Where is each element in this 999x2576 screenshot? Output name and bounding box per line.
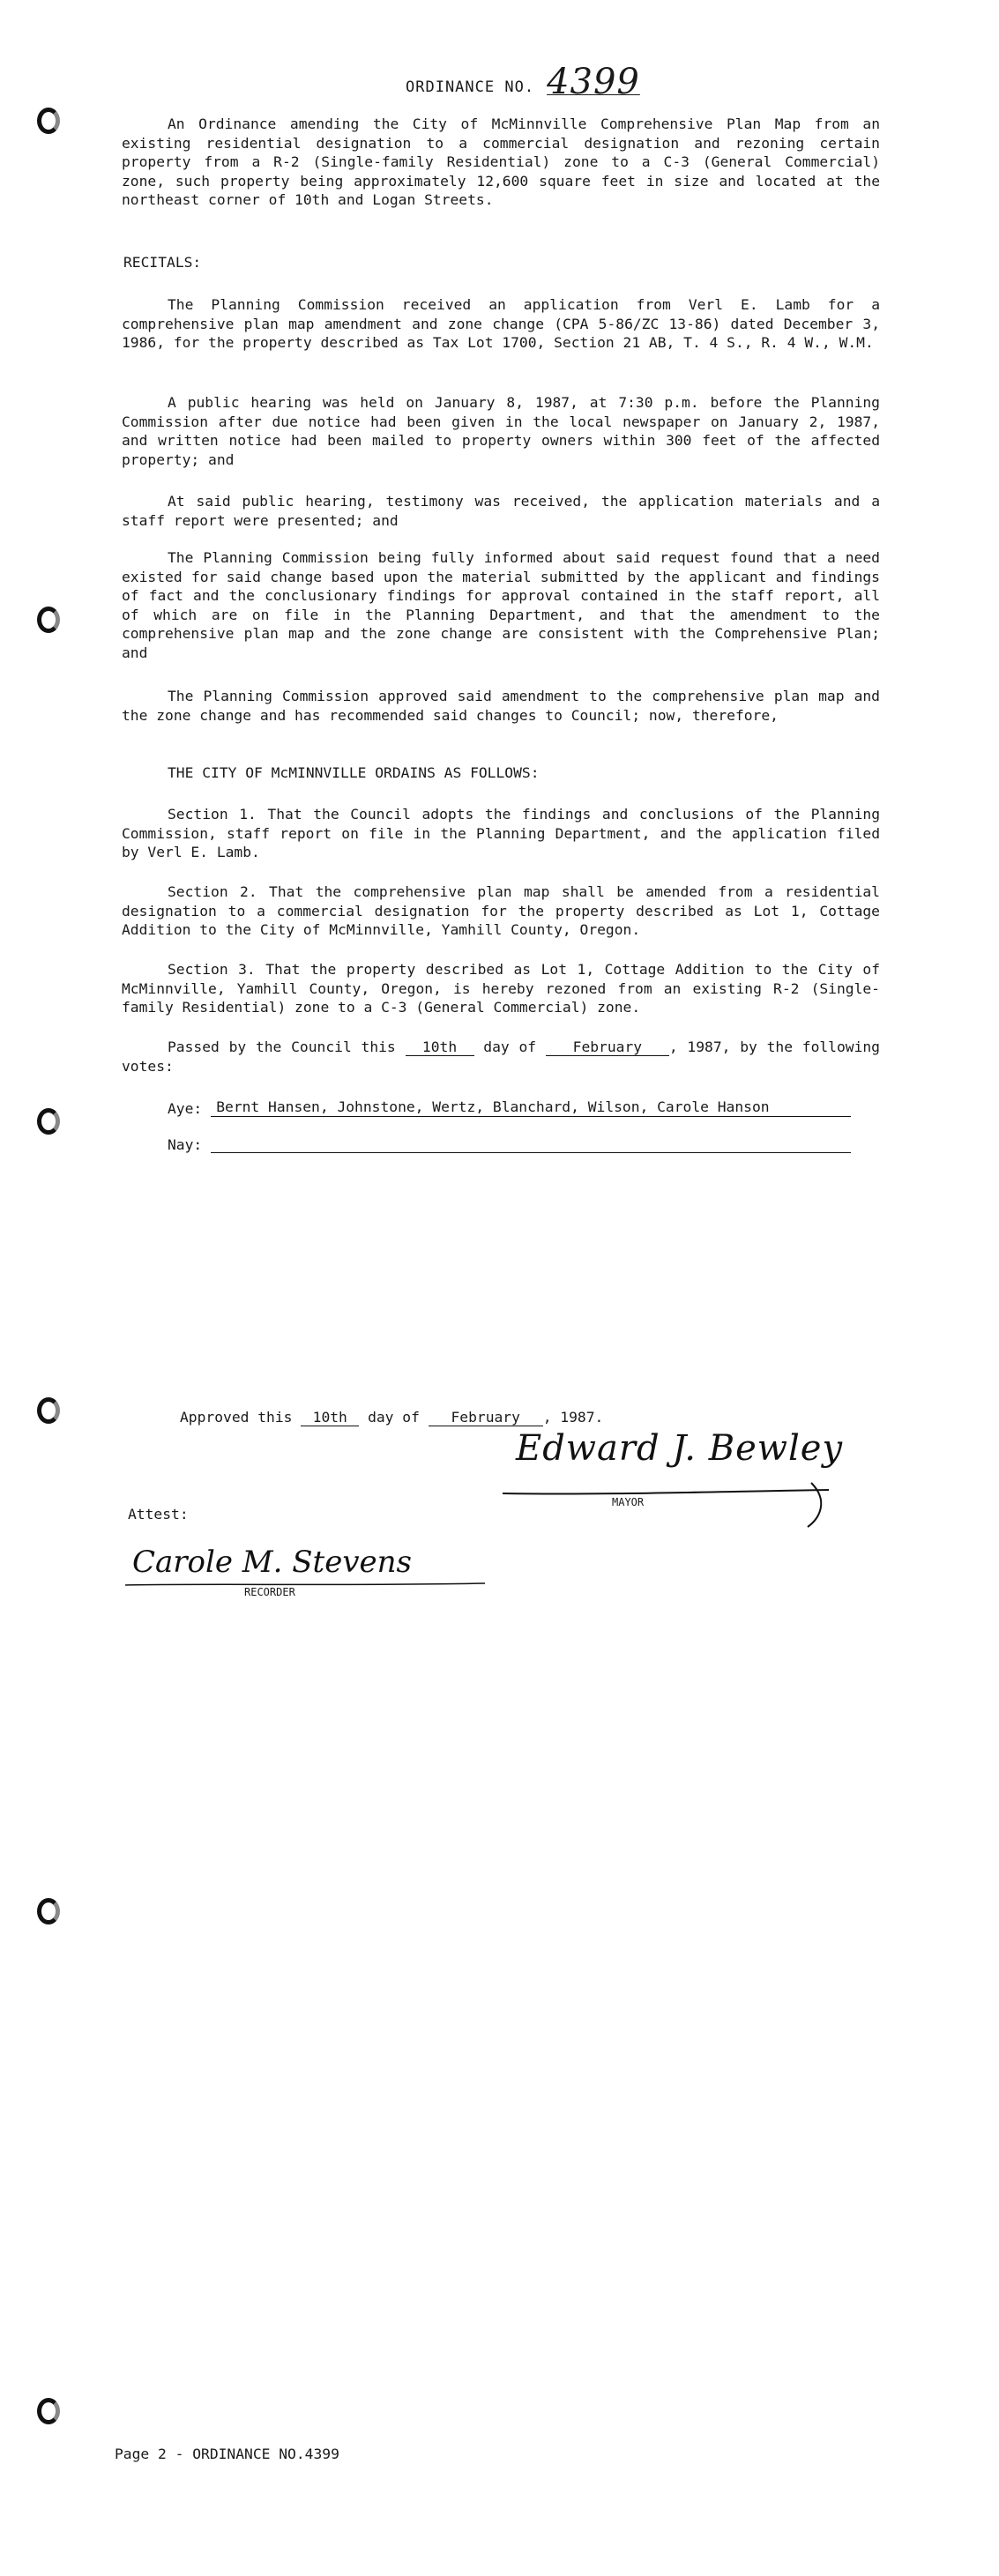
- binder-hole-3: [37, 1108, 60, 1135]
- passed-year-suffix: , 1987, by the following votes:: [122, 1039, 880, 1075]
- passed-prefix: Passed by the Council this: [168, 1039, 396, 1055]
- mayor-label: MAYOR: [612, 1496, 645, 1508]
- section-1-paragraph: Section 1. That the Council adopts the findings and conclusions of the Planning Commission, staff report on file in the Planning Department, and the application filed by Verl E. Lamb.: [122, 806, 880, 860]
- approval-prefix: Approved this: [180, 1409, 293, 1426]
- ordinance-title-label: ORDINANCE NO.: [406, 78, 535, 96]
- recorder-label: RECORDER: [244, 1586, 295, 1598]
- approval-month-field: February: [429, 1410, 543, 1426]
- nay-label: Nay:: [168, 1136, 203, 1153]
- footer-label: Page 2 - ORDINANCE NO.: [115, 2446, 305, 2462]
- binder-hole-6: [37, 2398, 60, 2424]
- recitals-heading: RECITALS:: [123, 254, 202, 271]
- binder-hole-2: [37, 607, 60, 633]
- passed-month-field: February: [546, 1039, 669, 1056]
- mayor-signature-flourish: [494, 1474, 864, 1536]
- recital-paragraph-3: At said public hearing, testimony was received, the application materials and a staff report were presented; and: [122, 493, 880, 529]
- recital-paragraph-4: The Planning Commission being fully informed about said request found that a need existed for said change based upon the material submitted by the applicant and findings of fact and the conclusionary findings for approval contained in the staff report, all of which are on file in the Planning Department, and that the amendment to the comprehensive plan map and the zone change are consistent with the Comprehensive Plan; and: [122, 549, 880, 661]
- ordinance-title: [406, 62, 640, 102]
- binder-hole-1: [37, 108, 60, 134]
- approval-year-suffix: , 1987.: [542, 1409, 604, 1426]
- approval-line: [180, 1409, 603, 1426]
- recital-paragraph-5: The Planning Commission approved said amendment to the comprehensive plan map and the zone change and has recommended said changes to Council; now, therefore,: [122, 688, 880, 724]
- aye-row: [168, 1098, 851, 1117]
- ordinance-number-handwritten: 4399: [547, 62, 640, 102]
- recital-paragraph-2: A public hearing was held on January 8, 1987, at 7:30 p.m. before the Planning Commission after due notice had been given in the local newspaper on January 2, 1987, and written notice had been mailed to property owners within 300 feet of the affected property; and: [122, 394, 880, 468]
- binder-hole-4: [37, 1397, 60, 1424]
- ordains-heading: THE CITY OF McMINNVILLE ORDAINS AS FOLLOWS:: [168, 764, 540, 781]
- binder-hole-5: [37, 1898, 60, 1925]
- recorder-signature-line: [123, 1578, 494, 1590]
- passed-day-field: 10th: [406, 1039, 474, 1056]
- approval-day-field: 10th: [301, 1410, 359, 1426]
- footer-number: 4399: [304, 2446, 339, 2462]
- aye-label: Aye:: [168, 1100, 203, 1117]
- section-2-paragraph: Section 2. That the comprehensive plan map shall be amended from a residential designation to a commercial designation for the property described as Lot 1, Cottage Addition to the City of McMinnville, Yamhill County, Oregon.: [122, 883, 880, 938]
- nay-row: [168, 1135, 851, 1153]
- recorder-signature: Carole M. Stevens: [132, 1545, 412, 1580]
- recital-paragraph-1: The Planning Commission received an application from Verl E. Lamb for a comprehensive plan map amendment and zone change (CPA 5-86/ZC 13-86) dated December 3, 1986, for the property described as Tax Lot 1700, Section 21 AB, T. 4 S., R. 4 W., W.M.: [122, 296, 880, 351]
- attest-label: Attest:: [128, 1506, 189, 1523]
- section-3-paragraph: Section 3. That the property described as Lot 1, Cottage Addition to the City of McMinnville, Yamhill County, Oregon, is hereby rezoned from an existing R-2 (Single-family Residential) zone to a C-3 (General Commercial) zone.: [122, 961, 880, 1016]
- nay-names: [211, 1135, 851, 1153]
- passed-paragraph: [122, 1038, 880, 1076]
- aye-names: Bernt Hansen, Johnstone, Wertz, Blanchard, Wilson, Carole Hanson: [211, 1098, 851, 1117]
- preamble-paragraph: An Ordinance amending the City of McMinnville Comprehensive Plan Map from an existing residential designation to a commercial designation and rezoning certain property from a R-2 (Single-family Residential) zone to a C-3 (General Commercial) zone, such property being approximately 12,600 square feet in size and located at the northeast corner of 10th and Logan Streets.: [122, 115, 880, 208]
- passed-day-of: day of: [483, 1039, 537, 1055]
- mayor-signature: Edward J. Bewley: [516, 1428, 844, 1469]
- page-footer: [115, 2446, 339, 2462]
- approval-day-of: day of: [368, 1409, 420, 1426]
